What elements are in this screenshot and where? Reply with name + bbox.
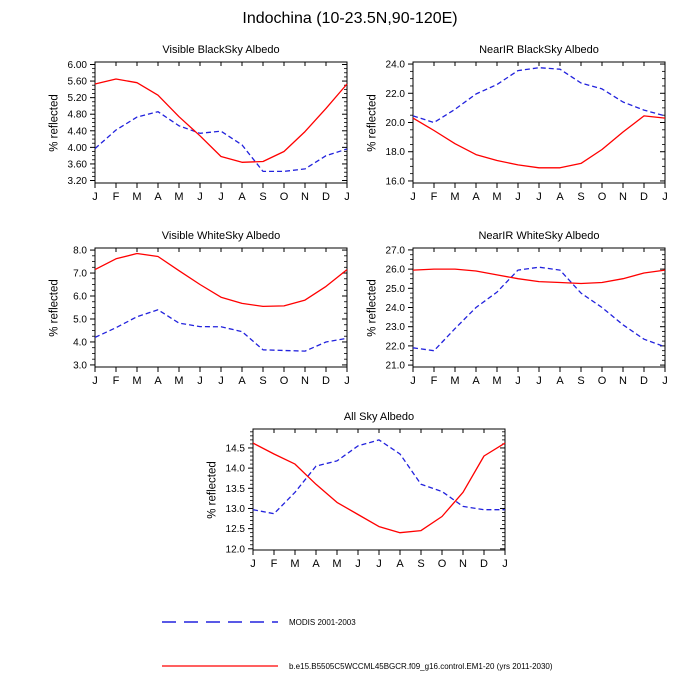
svg-text:22.0: 22.0 — [385, 88, 405, 100]
plot-area — [43, 42, 363, 217]
svg-text:A: A — [396, 558, 404, 570]
y-axis-label: % reflected — [206, 460, 218, 519]
svg-text:S: S — [259, 375, 267, 387]
svg-text:M: M — [132, 191, 142, 203]
svg-text:J: J — [250, 558, 256, 570]
svg-text:D: D — [322, 191, 330, 203]
svg-text:A: A — [238, 191, 246, 203]
svg-text:27.0: 27.0 — [385, 245, 405, 257]
svg-text:6.00: 6.00 — [67, 59, 87, 71]
svg-text:J: J — [218, 375, 224, 387]
svg-text:D: D — [640, 375, 648, 387]
svg-text:S: S — [259, 191, 267, 203]
svg-text:M: M — [450, 191, 460, 203]
svg-text:J: J — [502, 558, 508, 570]
svg-text:N: N — [619, 375, 627, 387]
plot-area — [361, 228, 681, 401]
svg-text:D: D — [640, 191, 648, 203]
svg-text:7.0: 7.0 — [73, 268, 87, 280]
legend-label-modis: MODIS 2001-2003 — [289, 617, 356, 627]
svg-text:M: M — [450, 375, 460, 387]
chart-nearir-whitesky-albedo — [361, 228, 681, 401]
svg-text:M: M — [290, 558, 300, 570]
svg-text:A: A — [472, 191, 480, 203]
svg-text:M: M — [132, 375, 142, 387]
svg-text:D: D — [322, 375, 330, 387]
chart-visible-blacksky-albedo — [43, 42, 363, 217]
svg-text:26.0: 26.0 — [385, 264, 405, 276]
svg-text:6.0: 6.0 — [73, 291, 87, 303]
svg-text:24.0: 24.0 — [385, 303, 405, 314]
svg-text:F: F — [112, 375, 120, 387]
chart-nearir-blacksky-albedo — [361, 42, 681, 217]
svg-text:M: M — [492, 191, 502, 203]
svg-text:F: F — [112, 191, 120, 203]
legend-item-model — [162, 660, 553, 672]
svg-text:4.00: 4.00 — [67, 142, 87, 154]
svg-text:J: J — [536, 375, 542, 387]
svg-text:M: M — [492, 375, 502, 387]
svg-text:A: A — [472, 375, 480, 387]
svg-text:3.60: 3.60 — [67, 159, 87, 171]
svg-text:14.5: 14.5 — [225, 443, 245, 455]
svg-text:20.0: 20.0 — [385, 118, 405, 129]
chart-title: NearIR BlackSky Albedo — [479, 44, 599, 56]
y-axis-label: % reflected — [48, 278, 60, 337]
svg-text:A: A — [154, 191, 162, 203]
plot-area — [201, 409, 521, 584]
y-axis-label: % reflected — [366, 278, 378, 337]
svg-text:J: J — [662, 191, 668, 203]
svg-text:S: S — [577, 375, 585, 387]
svg-text:F: F — [430, 191, 438, 203]
svg-text:J: J — [92, 375, 98, 387]
svg-text:J: J — [344, 375, 350, 387]
svg-text:O: O — [279, 191, 289, 203]
svg-text:M: M — [174, 375, 184, 387]
svg-text:22.0: 22.0 — [385, 341, 405, 353]
svg-text:M: M — [332, 558, 342, 570]
svg-text:D: D — [480, 558, 488, 570]
modis-dashed-line-sample — [162, 616, 279, 628]
svg-text:12.0: 12.0 — [225, 544, 245, 556]
svg-text:24.0: 24.0 — [385, 59, 405, 71]
svg-text:23.0: 23.0 — [385, 322, 405, 334]
svg-text:A: A — [312, 558, 320, 570]
chart-title: NearIR WhiteSky Albedo — [478, 230, 600, 242]
svg-text:4.40: 4.40 — [67, 126, 87, 138]
svg-text:J: J — [344, 191, 350, 203]
legend-item-modis — [162, 616, 356, 628]
svg-text:16.0: 16.0 — [385, 176, 405, 188]
svg-text:8.0: 8.0 — [73, 245, 87, 257]
svg-text:J: J — [410, 191, 416, 203]
svg-text:M: M — [174, 191, 184, 203]
svg-text:5.20: 5.20 — [67, 93, 87, 105]
svg-text:J: J — [515, 375, 521, 387]
svg-text:F: F — [430, 375, 438, 387]
svg-text:4.0: 4.0 — [73, 337, 87, 349]
svg-text:N: N — [619, 191, 627, 203]
svg-text:3.0: 3.0 — [73, 360, 87, 372]
plot-area — [361, 42, 681, 217]
svg-text:12.5: 12.5 — [225, 524, 245, 536]
svg-text:O: O — [597, 191, 607, 203]
svg-text:25.0: 25.0 — [385, 283, 405, 295]
svg-text:A: A — [556, 191, 564, 203]
svg-text:4.80: 4.80 — [67, 109, 87, 121]
svg-text:J: J — [197, 191, 203, 203]
svg-text:S: S — [577, 191, 585, 203]
chart-title: Visible BlackSky Albedo — [162, 44, 280, 56]
svg-text:J: J — [355, 558, 361, 570]
svg-text:N: N — [301, 191, 309, 203]
svg-text:O: O — [279, 375, 289, 387]
svg-text:13.0: 13.0 — [225, 503, 245, 515]
svg-text:N: N — [459, 558, 467, 570]
plot-area — [43, 228, 363, 401]
svg-text:13.5: 13.5 — [225, 483, 245, 495]
legend-label-model: b.e15.B5505C5WCCML45BGCR.f09_g16.control.EM1-20 (yrs 2011-2030) — [289, 661, 553, 671]
chart-visible-whitesky-albedo — [43, 228, 363, 401]
figure-title: Indochina (10-23.5N,90-120E) — [242, 10, 458, 27]
svg-text:J: J — [92, 191, 98, 203]
svg-text:A: A — [556, 375, 564, 387]
svg-text:O: O — [597, 375, 607, 387]
svg-text:3.20: 3.20 — [67, 176, 87, 188]
chart-title: All Sky Albedo — [343, 411, 415, 423]
svg-text:21.0: 21.0 — [385, 360, 405, 372]
svg-text:S: S — [417, 558, 425, 570]
svg-text:J: J — [515, 191, 521, 203]
y-axis-label: % reflected — [48, 93, 60, 152]
svg-text:J: J — [662, 375, 668, 387]
svg-text:5.60: 5.60 — [67, 76, 87, 88]
svg-text:F: F — [270, 558, 278, 570]
svg-text:14.0: 14.0 — [225, 463, 245, 475]
svg-text:J: J — [376, 558, 382, 570]
model-solid-line-sample — [162, 660, 279, 672]
svg-text:J: J — [536, 191, 542, 203]
svg-text:J: J — [197, 375, 203, 387]
svg-text:A: A — [238, 375, 246, 387]
svg-text:N: N — [301, 375, 309, 387]
svg-text:J: J — [218, 191, 224, 203]
svg-text:18.0: 18.0 — [385, 147, 405, 159]
chart-title: Visible WhiteSky Albedo — [161, 230, 281, 242]
svg-text:O: O — [437, 558, 447, 570]
chart-all-sky-albedo — [201, 409, 521, 584]
svg-text:A: A — [154, 375, 162, 387]
y-axis-label: % reflected — [366, 93, 378, 152]
svg-text:5.0: 5.0 — [73, 314, 87, 326]
svg-text:J: J — [410, 375, 416, 387]
